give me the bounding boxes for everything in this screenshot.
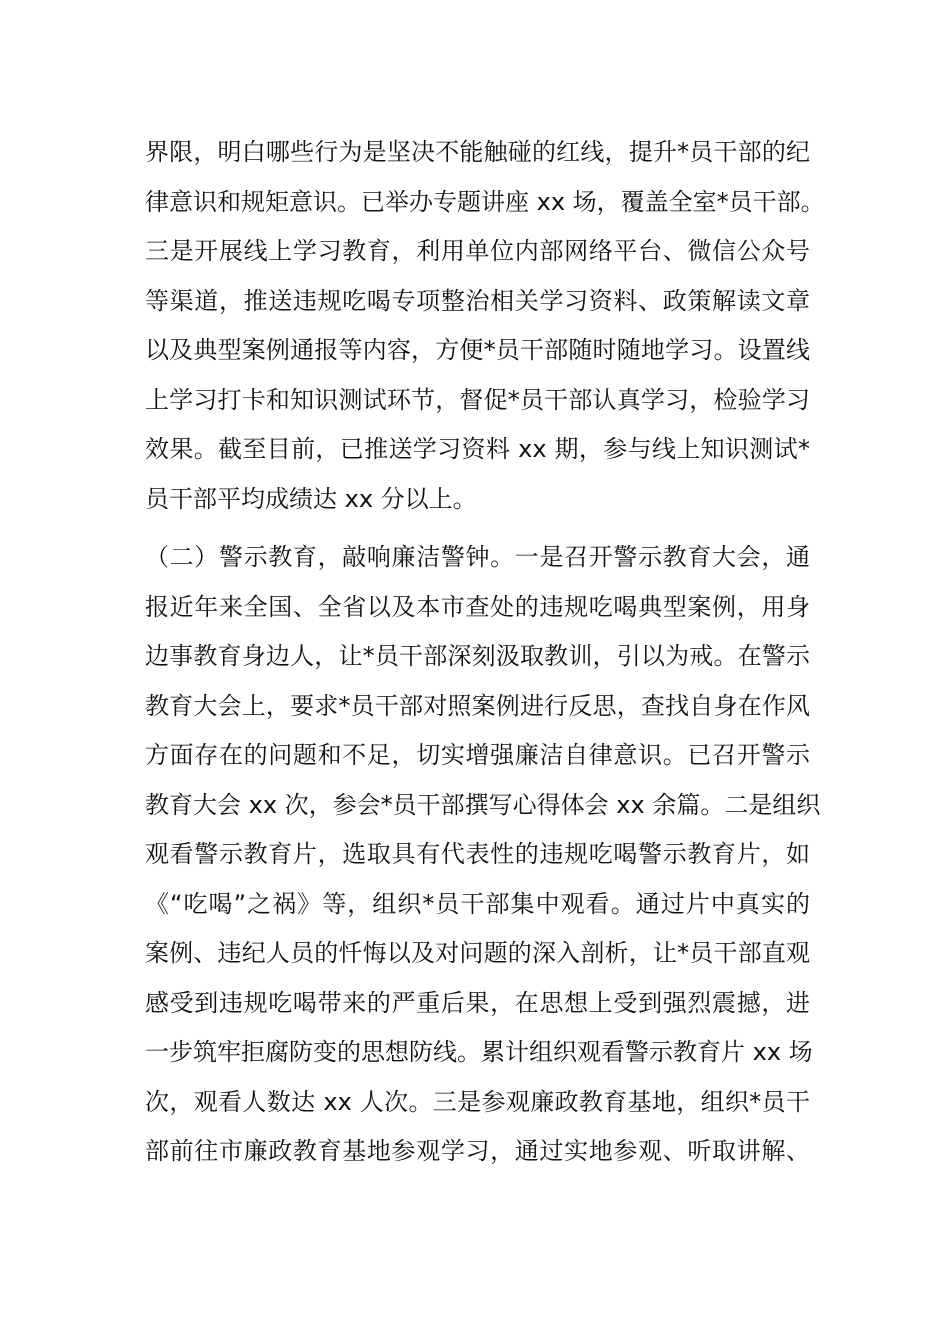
text-line: 员干部平均成绩达 xx 分以上。 xyxy=(145,484,477,513)
text-line: 报近年来全国、全省以及本市查处的违规吃喝典型案例，用身 xyxy=(145,592,810,621)
text-line: 观看警示教育片，选取具有代表性的违规吃喝警示教育片，如 xyxy=(145,840,810,868)
text-line: 教育大会上，要求*员干部对照案例进行反思，查找自身在作风 xyxy=(145,691,810,720)
text-line: 等渠道，推送违规吃喝专项整治相关学习资料、政策解读文章 xyxy=(145,286,810,315)
text-line: 三是开展线上学习教育，利用单位内部网络平台、微信公众号 xyxy=(145,237,810,265)
text-line: 边事教育身边人，让*员干部深刻汲取教训，引以为戒。在警示 xyxy=(145,642,810,670)
text-line: 次，观看人数达 xx 人次。三是参观廉政教育基地，组织*员干 xyxy=(145,1087,810,1116)
text-line: 律意识和规矩意识。已举办专题讲座 xx 场，覆盖全室*员干部。 xyxy=(145,187,825,216)
text-line: 方面存在的问题和不足，切实增强廉洁自律意识。已召开警示 xyxy=(145,741,810,769)
paragraph-warning-education xyxy=(145,533,821,1177)
text-line: 感受到违规吃喝带来的严重后果，在思想上受到强烈震撼，进 xyxy=(145,988,810,1017)
text-line: 部前往市廉政教育基地参观学习，通过实地参观、听取讲解、 xyxy=(145,1137,810,1165)
text-line: 《“吃喝”之祸》等，组织*员干部集中观看。通过片中真实的 xyxy=(145,889,810,918)
text-line: 以及典型案例通报等内容，方便*员干部随时随地学习。设置线 xyxy=(145,336,810,364)
text-line: 教育大会 xx 次，参会*员干部撰写心得体会 xx 余篇。二是组织 xyxy=(145,790,821,819)
text-line: 上学习打卡和知识测试环节，督促*员干部认真学习，检验学习 xyxy=(145,385,810,414)
text-line: （二）警示教育，敲响廉洁警钟。一是召开警示教育大会，通 xyxy=(145,543,810,571)
text-line: 案例、违纪人员的忏悔以及对问题的深入剖析，让*员干部直观 xyxy=(145,939,810,967)
text-line: 界限，明白哪些行为是坚决不能触碰的红线，提升*员干部的纪 xyxy=(145,138,810,166)
text-line: 效果。截至目前，已推送学习资料 xx 期，参与线上知识测试* xyxy=(145,435,810,463)
paragraph-online-learning xyxy=(145,128,825,524)
text-line: 一步筑牢拒腐防变的思想防线。累计组织观看警示教育片 xx 场 xyxy=(145,1038,813,1066)
